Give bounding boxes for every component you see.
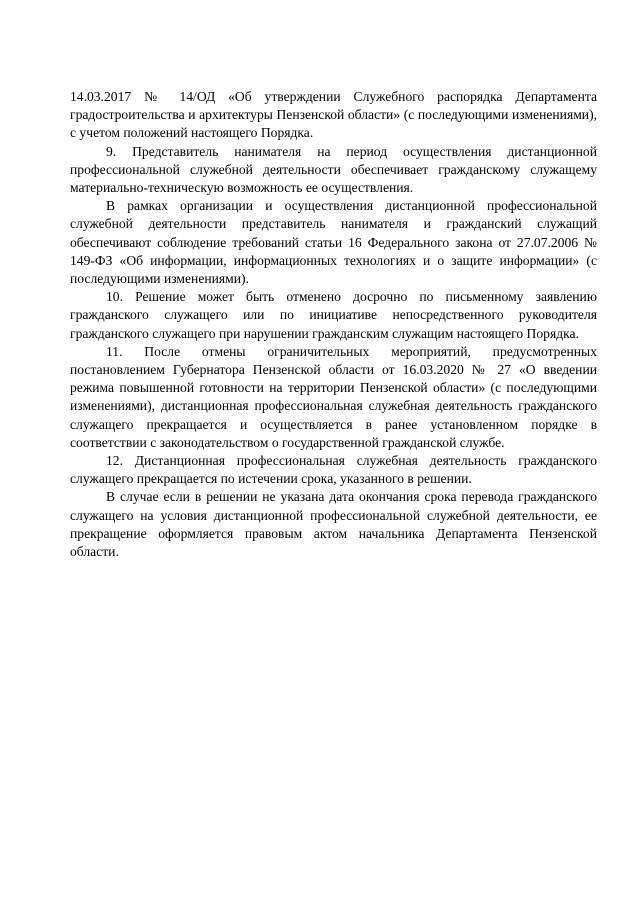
paragraph-continuation: 14.03.2017 № 14/ОД «Об утверждении Служебного распорядка Департамента градостроительства и архитектуры Пензенской области» (с последующими изменениями), с учетом положений настоящего Порядка. [70, 89, 597, 141]
document-body [70, 88, 597, 561]
paragraph-item-12: 12. Дистанционная профессиональная служебная деятельность гражданского служащего прекращается по истечении срока, указанного в решении. [70, 453, 597, 487]
paragraph-item-12-continued: В случае если в решении не указана дата окончания срока перевода гражданского служащего на условия дистанционной профессиональной служебной деятельности, ее прекращение оформляется правовым актом начальника Департамента Пензенской области. [70, 489, 597, 560]
paragraph-item-11: 11. После отмены ограничительных мероприятий, предусмотренных постановлением Губернатора Пензенской области от 16.03.2020 № 27 «О введении режима повышенной готовности на территории Пензенской области» (с последующими изменениями), дистанционная профессиональная служебная деятельность гражданского служащего прекращается и осуществляется в ранее установленном порядке в соответствии с законодательством о государственной гражданской службе. [70, 343, 597, 450]
paragraph-item-9-continued: В рамках организации и осуществления дистанционной профессиональной служебной деятельности представитель нанимателя и гражданский служащий обеспечивают соблюдение требований статьи 16 Федерального закона от 27.07.2006 № 149-ФЗ «Об информации, информационных технологиях и о защите информации» (с последующими изменениями). [70, 198, 597, 287]
paragraph-item-9: 9. Представитель нанимателя на период осуществления дистанционной профессиональной служебной деятельности обеспечивает гражданскому служащему материально-техническую возможность ее осуществления. [70, 143, 597, 196]
paragraph-item-10: 10. Решение может быть отменено досрочно по письменному заявлению гражданского служащего или по инициативе непосредственного руководителя гражданского служащего при нарушении гражданским служащим настоящего Порядка. [70, 289, 597, 341]
